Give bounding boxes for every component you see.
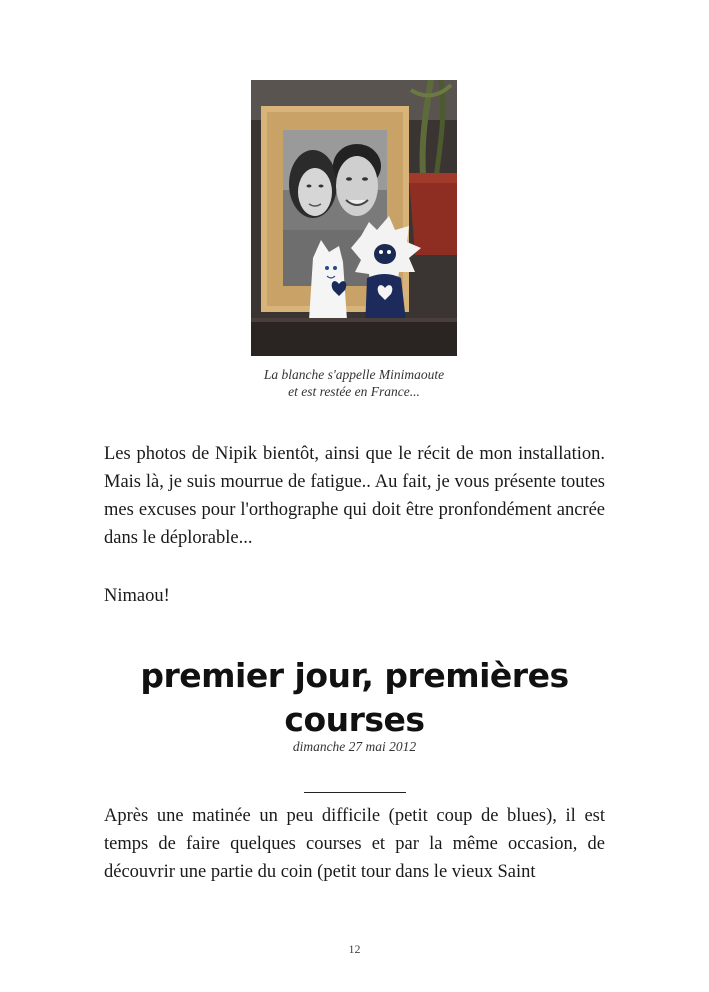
post-body-paragraph: Après une matinée un peu difficile (petit coup de blues), il est temps de faire quelques courses et par la même occasion, de découvrir une partie du coin (petit tour dans le vieux Saint	[104, 806, 605, 882]
post-date: dimanche 27 mai 2012	[292, 739, 417, 754]
intro-paragraph: Les photos de Nipik bientôt, ainsi que le récit de mon installation. Mais là, je suis mourrue de fatigue.. Au fait, je vous présente toutes mes excuses pour l'orthographe qui doit être pronfondément ancrée dans le déplorable...	[104, 444, 605, 548]
separator-rule	[304, 792, 406, 793]
signature-paragraph: Nimaou!	[104, 586, 170, 606]
photo-caption-line-1: La blanche s'appelle Minimaoute	[263, 367, 445, 382]
photo-caption-line-2: et est restée en France...	[288, 384, 420, 399]
photo-frame-with-plush-toys	[251, 80, 457, 356]
page-number: 12	[348, 942, 361, 956]
post-title: premier jour, premières courses	[140, 656, 569, 739]
